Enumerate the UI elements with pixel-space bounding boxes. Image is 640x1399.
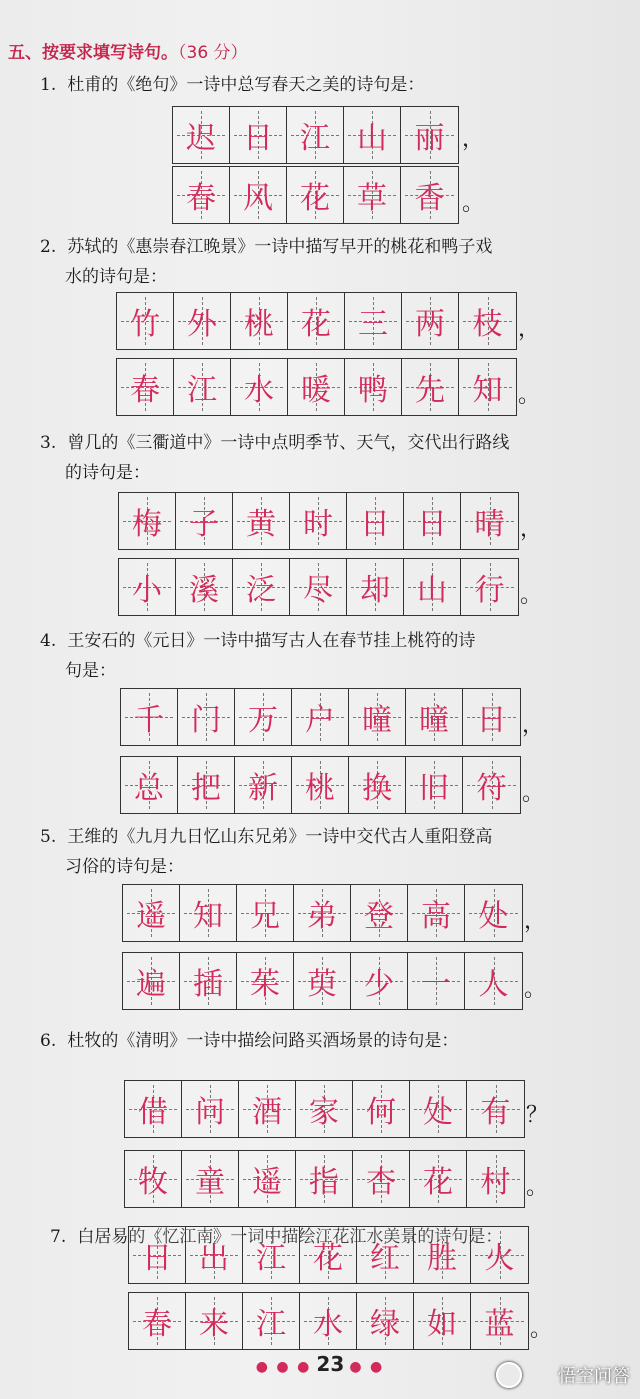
answer-cell [178, 689, 235, 745]
handwritten-character: 花 [301, 307, 331, 342]
answer-cell [401, 167, 458, 223]
answer-cell [357, 1227, 414, 1283]
answer-cell [239, 1151, 296, 1207]
handwritten-character: 却 [360, 573, 390, 608]
answer-cell [123, 953, 180, 1009]
handwritten-character: 总 [134, 771, 164, 806]
handwritten-character: 萸 [307, 967, 337, 1002]
answer-cell [125, 1151, 182, 1207]
answer-grid-q3-line2 [118, 558, 519, 616]
section-title: 五、按要求填写诗句。 [8, 43, 178, 63]
handwritten-character: 红 [370, 1241, 400, 1276]
handwritten-character: 人 [478, 967, 509, 1002]
answer-cell [243, 1293, 300, 1349]
punctuation: ？ [526, 1103, 549, 1128]
answer-cell [465, 885, 522, 941]
punctuation: 。 [462, 191, 485, 216]
question-text-continued: 习俗的诗句是： [65, 857, 184, 877]
answer-cell [347, 559, 404, 615]
decorative-dots-right: ● ● [349, 1359, 385, 1375]
answer-cell [290, 493, 347, 549]
answer-cell [410, 1081, 467, 1137]
handwritten-character: 江 [256, 1241, 286, 1276]
handwritten-character: 尽 [303, 573, 333, 608]
answer-grid-q5-line2 [122, 952, 523, 1010]
answer-cell [235, 689, 292, 745]
answer-cell [230, 107, 287, 163]
handwritten-character: 草 [357, 181, 387, 216]
question-1 [40, 70, 620, 100]
answer-cell [182, 1151, 239, 1207]
answer-cell [349, 757, 406, 813]
answer-cell [357, 1293, 414, 1349]
answer-cell [461, 493, 518, 549]
answer-cell [463, 689, 520, 745]
answer-cell [410, 1151, 467, 1207]
question-text-continued: 句是： [65, 661, 116, 681]
answer-cell [129, 1293, 186, 1349]
handwritten-character: 丽 [414, 121, 445, 156]
answer-cell [288, 293, 345, 349]
answer-grid-q1-line1 [172, 106, 459, 164]
handwritten-character: 少 [364, 967, 394, 1002]
handwritten-character: 兄 [250, 899, 280, 934]
decorative-dots-left: ● ● ● [255, 1359, 312, 1375]
answer-cell [186, 1293, 243, 1349]
handwritten-character: 出 [199, 1241, 229, 1276]
answer-grid-q2-line1 [116, 292, 517, 350]
answer-cell [404, 559, 461, 615]
handwritten-character: 曈 [362, 703, 392, 738]
handwritten-character: 日 [243, 121, 273, 156]
handwritten-character: 火 [484, 1241, 515, 1276]
handwritten-character: 弟 [307, 899, 337, 934]
answer-cell [463, 757, 520, 813]
handwritten-character: 香 [414, 181, 445, 216]
answer-cell [402, 359, 459, 415]
answer-cell [344, 167, 401, 223]
handwritten-character: 桃 [305, 771, 335, 806]
answer-cell [231, 293, 288, 349]
answer-cell [294, 885, 351, 941]
answer-cell [467, 1151, 524, 1207]
handwritten-character: 小 [132, 573, 162, 608]
answer-cell [243, 1227, 300, 1283]
answer-cell [465, 953, 522, 1009]
handwritten-character: 曈 [419, 703, 449, 738]
punctuation: 。 [518, 383, 541, 408]
handwritten-character: 子 [189, 507, 219, 542]
handwritten-character: 门 [191, 703, 221, 738]
handwritten-character: 日 [142, 1241, 172, 1276]
answer-grid-q1-line2 [172, 166, 459, 224]
answer-cell [404, 493, 461, 549]
handwritten-character: 晴 [474, 507, 505, 542]
answer-cell [353, 1081, 410, 1137]
answer-cell [345, 359, 402, 415]
answer-cell [402, 293, 459, 349]
answer-cell [117, 359, 174, 415]
handwritten-character: 高 [421, 899, 451, 934]
answer-cell [237, 885, 294, 941]
answer-cell [230, 167, 287, 223]
punctuation: 。 [520, 583, 543, 608]
answer-cell [292, 689, 349, 745]
question-text: 白居易的《忆江南》一词中描绘江花江水美景的诗句是： [77, 1227, 503, 1247]
answer-cell [414, 1227, 471, 1283]
handwritten-character: 千 [134, 703, 164, 738]
answer-cell [125, 1081, 182, 1137]
handwritten-character: 绿 [370, 1307, 400, 1342]
handwritten-character: 问 [195, 1095, 225, 1130]
question-text: 王安石的《元日》一诗中描写古人在春节挂上桃符的诗 [67, 631, 476, 651]
handwritten-character: 插 [193, 967, 223, 1002]
handwritten-character: 迟 [186, 121, 216, 156]
answer-cell [176, 559, 233, 615]
handwritten-character: 先 [415, 373, 445, 408]
answer-cell [401, 107, 458, 163]
question-number: 5. [40, 827, 57, 847]
question-text: 苏轼的《惠崇春江晚景》一诗中描写早开的桃花和鸭子戏 [67, 237, 493, 257]
answer-cell [408, 953, 465, 1009]
answer-cell [290, 559, 347, 615]
answer-cell [296, 1081, 353, 1137]
answer-cell [406, 757, 463, 813]
handwritten-character: 来 [199, 1307, 229, 1342]
question-text: 杜甫的《绝句》一诗中总写春天之美的诗句是： [67, 75, 425, 95]
handwritten-character: 黄 [246, 507, 276, 542]
handwritten-character: 江 [300, 121, 330, 156]
handwritten-character: 登 [364, 899, 394, 934]
answer-cell [173, 167, 230, 223]
answer-grid-q6-line2 [124, 1150, 525, 1208]
handwritten-character: 有 [480, 1095, 511, 1130]
handwritten-character: 两 [415, 307, 445, 342]
answer-cell [471, 1227, 528, 1283]
handwritten-character: 山 [357, 121, 387, 156]
answer-grid-q4-line2 [120, 756, 521, 814]
answer-cell [294, 953, 351, 1009]
handwritten-character: 旧 [419, 771, 449, 806]
answer-cell [351, 953, 408, 1009]
punctuation: ， [524, 909, 547, 934]
question-number: 2. [40, 237, 57, 257]
answer-cell [235, 757, 292, 813]
handwritten-character: 行 [474, 573, 505, 608]
question-number: 3. [40, 433, 57, 453]
answer-cell [129, 1227, 186, 1283]
handwritten-character: 暖 [301, 373, 331, 408]
question-5 [40, 822, 620, 882]
handwritten-character: 处 [478, 899, 509, 934]
answer-cell [459, 359, 516, 415]
question-text: 曾几的《三衢道中》一诗中点明季节、天气，交代出行路线 [67, 433, 510, 453]
handwritten-character: 桃 [244, 307, 274, 342]
handwritten-character: 酒 [252, 1095, 282, 1130]
answer-grid-q7-line1 [128, 1226, 529, 1284]
handwritten-character: 水 [244, 373, 274, 408]
handwritten-character: 风 [243, 181, 273, 216]
handwritten-character: 外 [187, 307, 217, 342]
handwritten-character: 泛 [246, 573, 276, 608]
handwritten-character: 一 [421, 967, 451, 1002]
handwritten-character: 梅 [132, 507, 162, 542]
handwritten-character: 处 [423, 1095, 453, 1130]
answer-cell [231, 359, 288, 415]
handwritten-character: 新 [248, 771, 278, 806]
answer-cell [414, 1293, 471, 1349]
question-3 [40, 428, 620, 488]
answer-cell [344, 107, 401, 163]
handwritten-character: 牧 [138, 1165, 168, 1200]
handwritten-character: 三 [358, 307, 388, 342]
question-6 [40, 1026, 620, 1056]
page-number: 23 [316, 1352, 345, 1376]
handwritten-character: 家 [309, 1095, 339, 1130]
handwritten-character: 遥 [252, 1165, 282, 1200]
handwritten-character: 江 [256, 1307, 286, 1342]
handwritten-character: 遍 [136, 967, 166, 1002]
handwritten-character: 日 [476, 703, 507, 738]
answer-cell [347, 493, 404, 549]
answer-cell [121, 689, 178, 745]
answer-cell [233, 559, 290, 615]
handwritten-character: 花 [423, 1165, 453, 1200]
handwritten-character: 换 [362, 771, 392, 806]
answer-grid-q6-line1 [124, 1080, 525, 1138]
question-number: 6. [40, 1031, 57, 1051]
answer-cell [182, 1081, 239, 1137]
answer-cell [300, 1227, 357, 1283]
question-number: 7. [50, 1227, 67, 1247]
question-2 [40, 232, 620, 292]
question-text: 王维的《九月九日忆山东兄弟》一诗中交代古人重阳登高 [67, 827, 493, 847]
handwritten-character: 春 [186, 181, 216, 216]
answer-cell [300, 1293, 357, 1349]
question-text: 杜牧的《清明》一诗中描绘问路买酒场景的诗句是： [67, 1031, 459, 1051]
handwritten-character: 遥 [136, 899, 166, 934]
handwritten-character: 春 [142, 1307, 172, 1342]
answer-cell [288, 359, 345, 415]
answer-grid-q3-line1 [118, 492, 519, 550]
handwritten-character: 时 [303, 507, 333, 542]
question-text-continued: 水的诗句是： [65, 267, 167, 287]
answer-cell [239, 1081, 296, 1137]
question-number: 4. [40, 631, 57, 651]
handwritten-character: 知 [193, 899, 223, 934]
answer-cell [121, 757, 178, 813]
handwritten-character: 花 [300, 181, 330, 216]
handwritten-character: 何 [366, 1095, 396, 1130]
handwritten-character: 童 [195, 1165, 225, 1200]
handwritten-character: 溪 [189, 573, 219, 608]
answer-cell [180, 953, 237, 1009]
answer-cell [287, 107, 344, 163]
handwritten-character: 江 [187, 373, 217, 408]
handwritten-character: 如 [427, 1307, 457, 1342]
question-text-continued: 的诗句是： [65, 463, 150, 483]
answer-cell [174, 293, 231, 349]
question-number: 1. [40, 75, 57, 95]
punctuation: 。 [530, 1317, 553, 1342]
handwritten-character: 茱 [250, 967, 280, 1002]
handwritten-character: 指 [309, 1165, 339, 1200]
page-footer [0, 1352, 640, 1376]
answer-cell [287, 167, 344, 223]
answer-cell [406, 689, 463, 745]
handwritten-character: 竹 [130, 307, 160, 342]
handwritten-character: 村 [480, 1165, 511, 1200]
answer-cell [349, 689, 406, 745]
answer-cell [180, 885, 237, 941]
answer-cell [119, 559, 176, 615]
answer-cell [296, 1151, 353, 1207]
handwritten-character: 借 [138, 1095, 168, 1130]
punctuation: ， [462, 127, 485, 152]
answer-grid-q2-line2 [116, 358, 517, 416]
section-score: （36 分） [178, 43, 248, 63]
handwritten-character: 杏 [366, 1165, 396, 1200]
answer-cell [233, 493, 290, 549]
handwritten-character: 鸭 [358, 373, 388, 408]
section-heading [8, 38, 248, 63]
answer-cell [345, 293, 402, 349]
answer-cell [119, 493, 176, 549]
answer-cell [178, 757, 235, 813]
answer-cell [471, 1293, 528, 1349]
answer-grid-q4-line1 [120, 688, 521, 746]
handwritten-character: 把 [191, 771, 221, 806]
punctuation: ， [522, 713, 545, 738]
handwritten-character: 水 [313, 1307, 343, 1342]
handwritten-character: 山 [417, 573, 447, 608]
punctuation: ， [520, 517, 543, 542]
punctuation: 。 [526, 1175, 549, 1200]
answer-cell [459, 293, 516, 349]
answer-grid-q7-line2 [128, 1292, 529, 1350]
handwritten-character: 枝 [472, 307, 503, 342]
punctuation: 。 [522, 781, 545, 806]
punctuation: ， [518, 317, 541, 342]
handwritten-character: 户 [305, 703, 335, 738]
handwritten-character: 日 [360, 507, 390, 542]
answer-cell [174, 359, 231, 415]
handwritten-character: 蓝 [484, 1307, 515, 1342]
handwritten-character: 胜 [427, 1241, 457, 1276]
punctuation: 。 [524, 977, 547, 1002]
question-4 [40, 626, 620, 686]
watermark-logo-icon [496, 1362, 522, 1388]
answer-cell [123, 885, 180, 941]
answer-cell [173, 107, 230, 163]
answer-cell [408, 885, 465, 941]
handwritten-character: 日 [417, 507, 447, 542]
answer-cell [292, 757, 349, 813]
watermark-text: 悟空问答 [558, 1366, 630, 1387]
answer-cell [176, 493, 233, 549]
handwritten-character: 春 [130, 373, 160, 408]
handwritten-character: 花 [313, 1241, 343, 1276]
answer-cell [237, 953, 294, 1009]
answer-cell [461, 559, 518, 615]
handwritten-character: 万 [248, 703, 278, 738]
answer-cell [117, 293, 174, 349]
answer-cell [467, 1081, 524, 1137]
answer-cell [351, 885, 408, 941]
handwritten-character: 符 [476, 771, 507, 806]
handwritten-character: 知 [472, 373, 503, 408]
answer-cell [353, 1151, 410, 1207]
answer-cell [186, 1227, 243, 1283]
answer-grid-q5-line1 [122, 884, 523, 942]
